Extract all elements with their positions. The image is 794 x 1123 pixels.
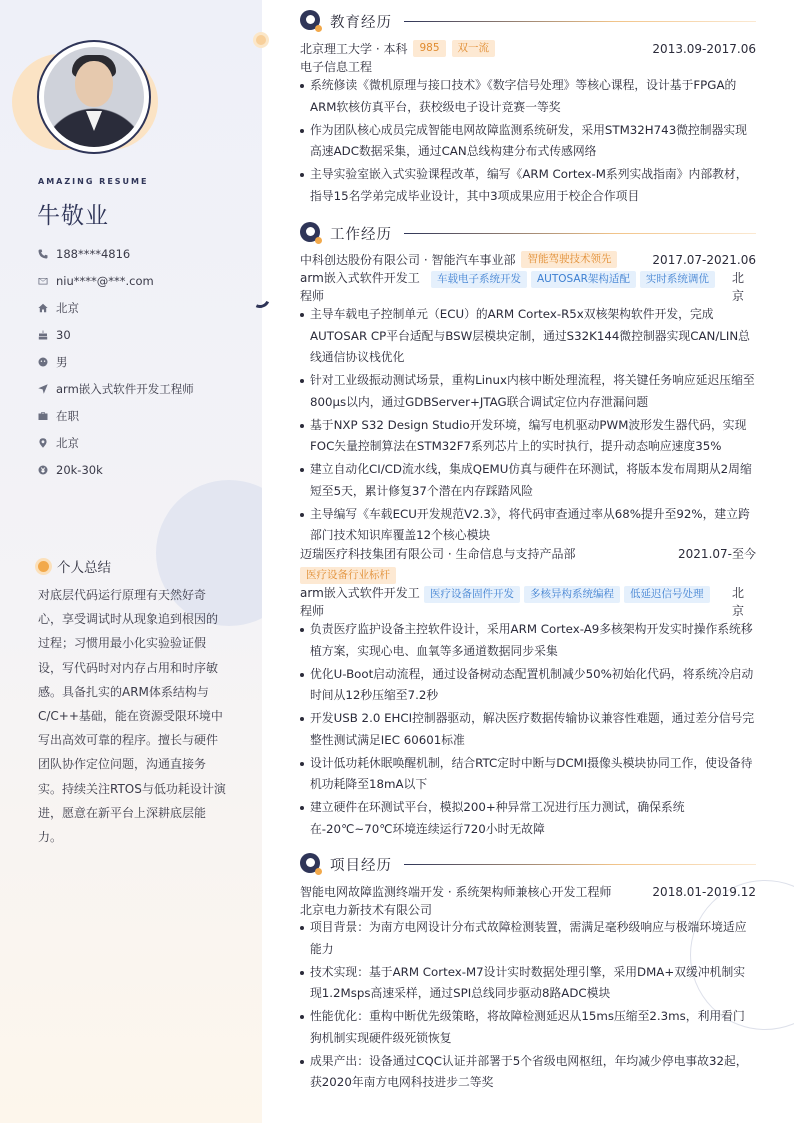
avatar [44,47,144,147]
section-title: 教育经历 [330,14,392,31]
summary-header [38,556,111,576]
education-section-header [300,9,756,33]
gender-icon [38,357,56,367]
job-tags [420,586,710,604]
section-icon [300,853,322,875]
cake-icon [38,330,56,340]
briefcase-icon [38,411,56,421]
company-badge: 医疗设备行业标杆 [300,567,396,584]
summary-text: 对底层代码运行原理有天然好奇心，享受调试时从现象追到根因的过程；习惯用最小化实验验证假设，写代码时对内存占用和时序敏感。具备扎实的ARM体系结构与C/C++基础，能在资源受限环境中写出高效可靠的程序。擅长与硬件团队协作定位问题，沟通直接务实。持续关注RTOS与低功耗设计演进，愿意在新平台上深耕底层能力。 [38,588,226,845]
job-tag: 实时系统调优 [640,271,715,288]
list-item: 主导编写《车载ECU开发规范V2.3》，将代码审查通过率从68%提升至92%，建立跨部门技术知识库覆盖12个核心模块 [300,504,756,547]
company-name: 中科创达股份有限公司 · 智能汽车事业部 [300,253,516,267]
list-item: 针对工业级振动测试场景，重构Linux内核中断处理流程，将关键任务响应延迟压缩至800μs以内，通过GDBServer+JTAG联合调试定位内存泄漏问题 [300,370,756,413]
list-item: 优化U-Boot启动流程，通过设备树动态配置机制减少50%初始化代码，将系统冷启动时间从12秒压缩至7.2秒 [300,664,756,707]
job-tag: 医疗设备固件开发 [424,586,520,603]
list-item: 性能优化：重构中断优先级策略，将故障检测延迟从15ms压缩至2.3ms，利用看门狗机制实现硬件级死锁恢复 [300,1006,756,1049]
info-age [38,321,194,348]
info-phone [38,240,194,267]
info-hometown [38,294,194,321]
school-name: 北京理工大学 · 本科 [300,42,408,56]
info-work-city [38,429,194,456]
company-name: 迈瑞医疗科技集团有限公司 · 生命信息与支持产品部 [300,547,576,561]
phone-icon [38,249,56,259]
info-text: 北京 [56,300,79,315]
avatar-frame [37,40,151,154]
job-date: 2017.07-2021.06 [652,253,756,267]
project-date: 2018.01-2019.12 [652,885,756,899]
info-status [38,402,194,429]
school-badge: 985 [413,40,445,57]
list-item: 成果产出：设备通过CQC认证并部署于5个省级电网枢纽，年均减少停电事故32起，获2020年南方电网科技进步二等奖 [300,1051,756,1094]
job-tag: 低延迟信号处理 [624,586,710,603]
home-icon [38,303,56,313]
job-tag: 车载电子系统开发 [431,271,527,288]
resume-tagline: AMAZING RESUME [38,177,149,186]
info-email [38,267,194,294]
job-location: 北京 [732,586,745,618]
candidate-name: 牛敬业 [37,203,109,229]
info-text: arm嵌入式软件开发工程师 [56,381,194,396]
salary-icon [38,465,56,475]
job-role: arm嵌入式软件开发工程师 [300,271,420,303]
send-icon [38,384,56,394]
list-item: 技术实现：基于ARM Cortex-M7设计实时数据处理引擎，采用DMA+双缓冲机制实现1.2Msps高速采样，通过SPI总线同步驱动8路ADC模块 [300,962,756,1005]
info-text: 男 [56,354,68,369]
sidebar [0,0,262,1123]
job-date: 2021.07-至今 [678,547,756,561]
summary-title: 个人总结 [57,560,111,576]
section-icon [300,222,322,244]
info-target-position [38,375,194,402]
info-salary [38,456,194,483]
job-bullets [300,619,756,842]
list-item: 主导车载电子控制单元（ECU）的ARM Cortex-R5x双核架构软件开发，完成AUTOSAR CP平台适配与BSW层模块定制，通过S32K144微控制器实现CAN/LIN总线通信协议栈优化 [300,304,756,369]
projects-section-header [300,852,756,876]
info-text: 北京 [56,435,79,450]
job-tags [427,271,715,289]
school-badge: 双一流 [452,40,496,57]
section-divider [404,233,756,234]
list-item: 建立自动化CI/CD流水线，集成QEMU仿真与硬件在环测试，将版本发布周期从2周缩短至5天，累计修复37个潜在内存踩踏风险 [300,459,756,502]
info-gender [38,348,194,375]
section-title: 项目经历 [330,857,392,874]
job-location: 北京 [732,271,745,303]
info-text: 在职 [56,408,79,423]
list-item: 负责医疗监护设备主控软件设计，采用ARM Cortex-A9多核架构开发实时操作系统移植方案，实现心电、血氧等多通道数据同步采集 [300,619,756,662]
list-item: 基于NXP S32 Design Studio开发环境，编写电机驱动PWM波形发生器代码，实现FOC矢量控制算法在STM32F7系列芯片上的实时执行，提升动态响应速度35% [300,415,756,458]
section-icon [300,10,322,32]
project-name: 智能电网故障监测终端开发 · 系统架构师兼核心开发工程师 [300,885,612,899]
company-badge-row [300,567,756,585]
project-org: 北京电力新技术有限公司 [300,903,433,917]
job-role: arm嵌入式软件开发工程师 [300,586,420,618]
list-item: 开发USB 2.0 EHCI控制器驱动，解决医疗数据传输协议兼容性难题，通过差分信号完整性测试满足IEC 60601标准 [300,708,756,751]
info-text: 188****4816 [56,246,131,261]
location-icon [38,438,56,448]
mail-icon [38,276,56,286]
education-date: 2013.09-2017.06 [652,42,756,56]
list-item: 系统修读《微机原理与接口技术》《数字信号处理》等核心课程，设计基于FPGA的ARM软核仿真平台，获校级电子设计竞赛一等奖 [300,75,756,118]
job-tag: AUTOSAR架构适配 [531,271,636,288]
work-section-header [300,221,756,245]
section-divider [404,864,756,865]
project-bullets [300,917,756,1095]
education-bullets [300,75,756,209]
section-divider [404,21,756,22]
decorative-dot [253,32,269,48]
job-header [300,545,756,563]
job-tag: 多核异构系统编程 [524,586,620,603]
list-item: 设计低功耗休眠唤醒机制，结合RTC定时中断与DCMI摄像头模块协同工作，使设备待机功耗降至18mA以下 [300,753,756,796]
section-title: 工作经历 [330,226,392,243]
info-text: 30 [56,327,71,342]
list-item: 建立硬件在环测试平台，模拟200+种异常工况进行压力测试，确保系统在-20℃~70℃环境连续运行720小时无故障 [300,797,756,840]
list-item: 主导实验室嵌入式实验课程改革，编写《ARM Cortex-M系列实战指南》内部教材，指导15名学弟完成毕业设计，其中3项成果应用于校企合作项目 [300,164,756,207]
summary-dot-icon [38,561,49,572]
job-bullets [300,304,756,548]
company-badge: 智能驾驶技术领先 [521,251,617,268]
list-item: 项目背景：为南方电网设计分布式故障检测装置，需满足毫秒级响应与极端环境适应能力 [300,917,756,960]
education-major: 电子信息工程 [300,60,373,74]
project-header [300,883,756,901]
info-text: niu****@***.com [56,273,154,288]
info-text: 20k-30k [56,462,103,477]
list-item: 作为团队核心成员完成智能电网故障监测系统研发，采用STM32H743微控制器实现高速ADC数据采集，通过CAN总线构建分布式传感网络 [300,120,756,163]
job-header [300,251,756,269]
education-row [300,40,756,58]
contact-info-list [38,240,194,483]
